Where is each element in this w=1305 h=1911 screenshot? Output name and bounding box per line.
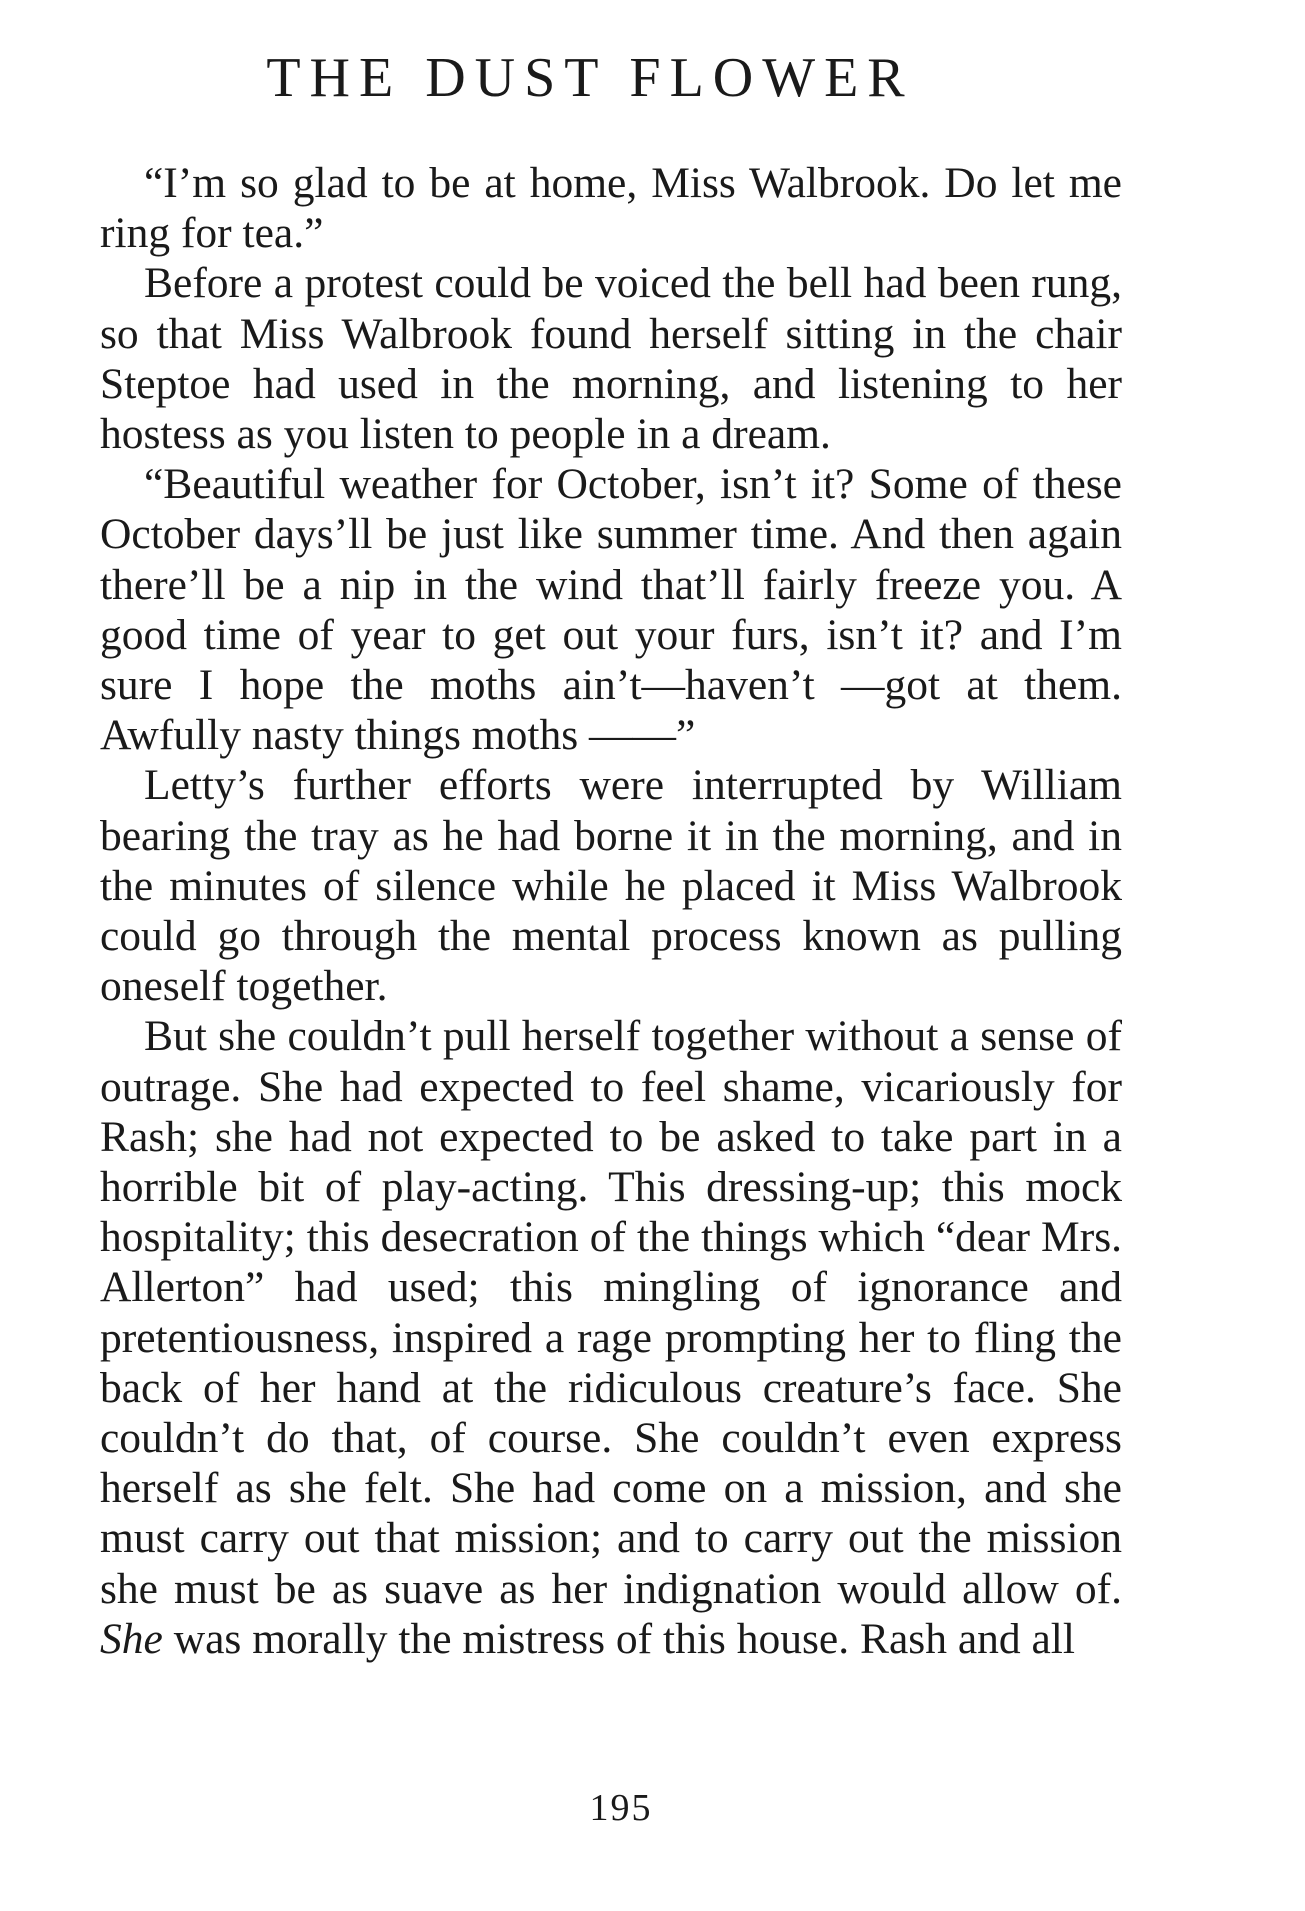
paragraph-4: Letty’s further efforts were interrupted by William bearing the tray as he had borne it in the morning, and in the minutes of silence while he placed it Miss Walbrook could go through the mental process known as pulling oneself together. xyxy=(100,761,1122,1011)
page-number: 195 xyxy=(589,1787,653,1829)
body-text xyxy=(100,158,1122,1664)
paragraph-5-text: But she couldn’t pull herself together without a sense of outrage. She had expected to feel shame, vicariously for Rash; she had not expected to be asked to take part in a horrible bit of play-acting. This dressing-up; this mock hospitality; this desecration of the things which “dear Mrs. Allerton” had used; this mingling of ignorance and pretentiousness, inspired a rage prompting her to fling the back of her hand at the ridiculous creature’s face. She couldn’t do that, of course. She couldn’t even express herself as she felt. She had come on a mission, and she must carry out that mission; and to carry out the mission she must be as suave as her indignation would allow of. xyxy=(100,1012,1122,1613)
paragraph-1: “I’m so glad to be at home, Miss Walbrook. Do let me ring for tea.” xyxy=(100,159,1122,258)
running-title: THE DUST FLOWER xyxy=(266,47,914,109)
paragraph-5-continuation: was morally the mistress of this house. Rash and all xyxy=(173,1614,1075,1663)
paragraph-5 xyxy=(100,1011,1122,1664)
emphasis-she: She xyxy=(100,1614,163,1663)
paragraph-3: “Beautiful weather for October, isn’t it? Some of these October days’ll be just like summer time. And then again there’ll be a nip in the wind that’ll fairly freeze you. A good time of year to get out your furs, isn’t it? and I’m sure I hope the moths ain’t—haven’t —got at them. Awfully nasty things moths ——” xyxy=(100,460,1122,760)
paragraph-2: Before a protest could be voiced the bell had been rung, so that Miss Walbrook found herself sitting in the chair Steptoe had used in the morning, and listening to her hostess as you listen to people in a dream. xyxy=(100,259,1122,459)
